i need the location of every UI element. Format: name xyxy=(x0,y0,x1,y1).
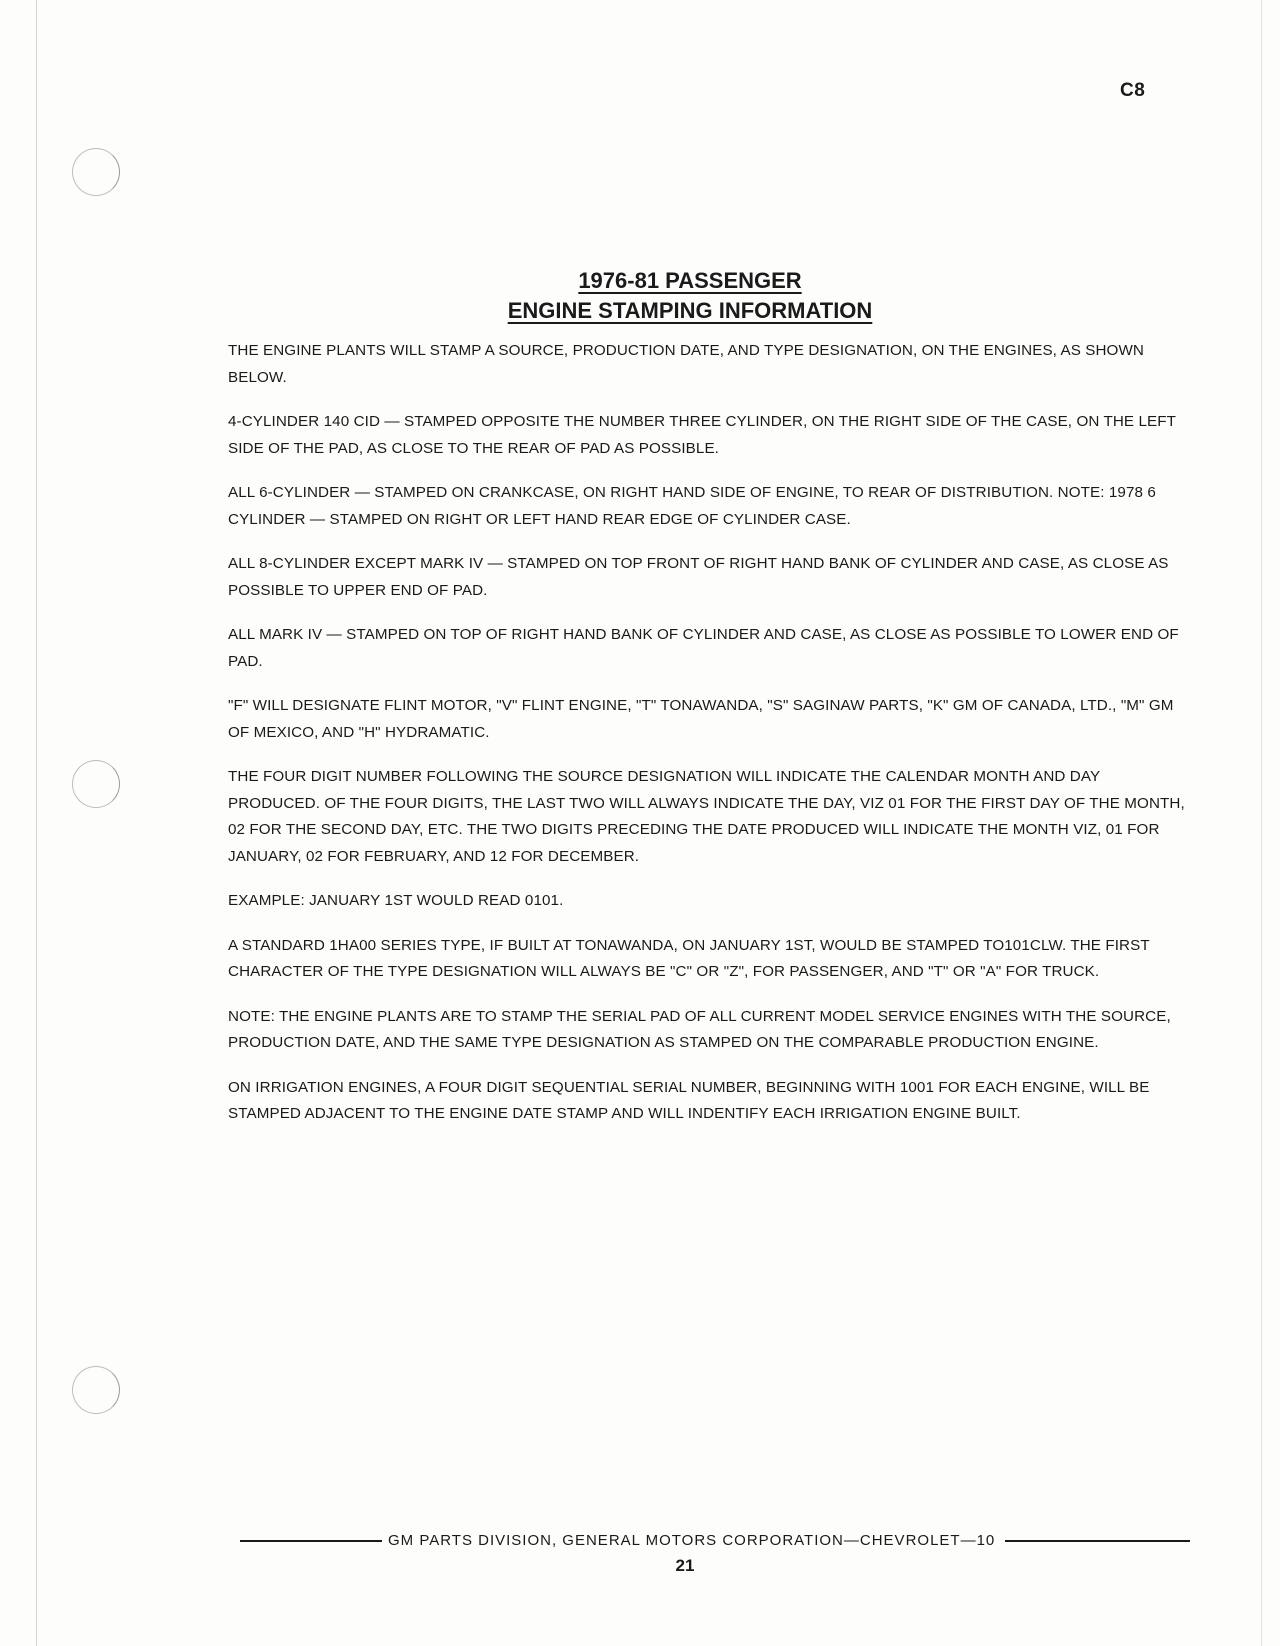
paragraph-service-engines-note: NOTE: THE ENGINE PLANTS ARE TO STAMP THE SERIAL PAD OF ALL CURRENT MODEL SERVICE ENGINES WITH THE SOURCE, PRODUCTION DATE, AND THE SAME TYPE DESIGNATION AS STAMPED ON THE COMPARABLE PRODUCTION ENGINE. xyxy=(228,1007,1171,1051)
paragraph-irrigation-engines: ON IRRIGATION ENGINES, A FOUR DIGIT SEQUENTIAL SERIAL NUMBER, BEGINNING WITH 1001 FOR EACH ENGINE, WILL BE STAMPED ADJACENT TO THE ENGINE DATE STAMP AND WILL INDENTIFY EACH IRRIGATION ENGINE BUILT. xyxy=(228,1078,1150,1122)
paragraph-intro: THE ENGINE PLANTS WILL STAMP A SOURCE, PRODUCTION DATE, AND TYPE DESIGNATION, ON THE ENGINES, AS SHOWN BELOW. xyxy=(228,342,1144,386)
paragraph-mark-iv: ALL MARK IV — STAMPED ON TOP OF RIGHT HAND BANK OF CYLINDER AND CASE, AS CLOSE AS POSSIBLE TO LOWER END OF PAD. xyxy=(228,626,1179,670)
footer xyxy=(240,1532,1190,1549)
body-text xyxy=(228,338,1192,1146)
paragraph-6-cylinder: ALL 6-CYLINDER — STAMPED ON CRANKCASE, ON RIGHT HAND SIDE OF ENGINE, TO REAR OF DISTRIBUTION. NOTE: 1978 6 CYLINDER — STAMPED ON RIGHT OR LEFT HAND REAR EDGE OF CYLINDER CASE. xyxy=(228,484,1156,528)
page-title xyxy=(0,266,1280,326)
title-line-1: 1976-81 PASSENGER xyxy=(578,268,802,293)
left-page-edge xyxy=(36,0,37,1646)
footer-rule-right xyxy=(1005,1540,1190,1542)
page-number xyxy=(0,1556,1280,1576)
punch-hole-middle xyxy=(72,760,120,808)
footer-text: GM PARTS DIVISION, GENERAL MOTORS CORPORATION—CHEVROLET—10 xyxy=(388,1532,996,1549)
title-line-2: ENGINE STAMPING INFORMATION xyxy=(507,298,873,323)
paragraph-8-cylinder: ALL 8-CYLINDER EXCEPT MARK IV — STAMPED ON TOP FRONT OF RIGHT HAND BANK OF CYLINDER AND CASE, AS CLOSE AS POSSIBLE TO UPPER END OF PAD. xyxy=(228,555,1169,599)
right-page-edge xyxy=(1261,0,1262,1646)
paragraph-example: EXAMPLE: JANUARY 1ST WOULD READ 0101. xyxy=(228,892,564,909)
paragraph-type-designation: A STANDARD 1HA00 SERIES TYPE, IF BUILT AT TONAWANDA, ON JANUARY 1ST, WOULD BE STAMPED TO101CLW. THE FIRST CHARACTER OF THE TYPE DESIGNATION WILL ALWAYS BE "C" OR "Z", FOR PASSENGER, AND "T" OR "A" FOR TRUCK. xyxy=(228,936,1150,980)
punch-hole-top xyxy=(72,148,120,196)
paragraph-4-cylinder: 4-CYLINDER 140 CID — STAMPED OPPOSITE THE NUMBER THREE CYLINDER, ON THE RIGHT SIDE OF THE CASE, ON THE LEFT SIDE OF THE PAD, AS CLOSE TO THE REAR OF PAD AS POSSIBLE. xyxy=(228,413,1176,457)
paragraph-date-code: THE FOUR DIGIT NUMBER FOLLOWING THE SOURCE DESIGNATION WILL INDICATE THE CALENDAR MONTH AND DAY PRODUCED. OF THE FOUR DIGITS, THE LAST TWO WILL ALWAYS INDICATE THE DAY, VIZ 01 FOR THE FIRST DAY OF THE MONTH, 02 FOR THE SECOND DAY, ETC. THE TWO DIGITS PRECEDING THE DATE PRODUCED WILL INDICATE THE MONTH VIZ, 01 FOR JANUARY, 02 FOR FEBRUARY, AND 12 FOR DECEMBER. xyxy=(228,768,1185,865)
punch-hole-bottom xyxy=(72,1366,120,1414)
page-number-value: 21 xyxy=(675,1556,695,1575)
page-code: C8 xyxy=(1120,80,1146,101)
footer-rule-left xyxy=(240,1540,382,1542)
paragraph-source-codes: "F" WILL DESIGNATE FLINT MOTOR, "V" FLINT ENGINE, "T" TONAWANDA, "S" SAGINAW PARTS, "K" GM OF CANADA, LTD., "M" GM OF MEXICO, AND "H" HYDRAMATIC. xyxy=(228,697,1174,741)
